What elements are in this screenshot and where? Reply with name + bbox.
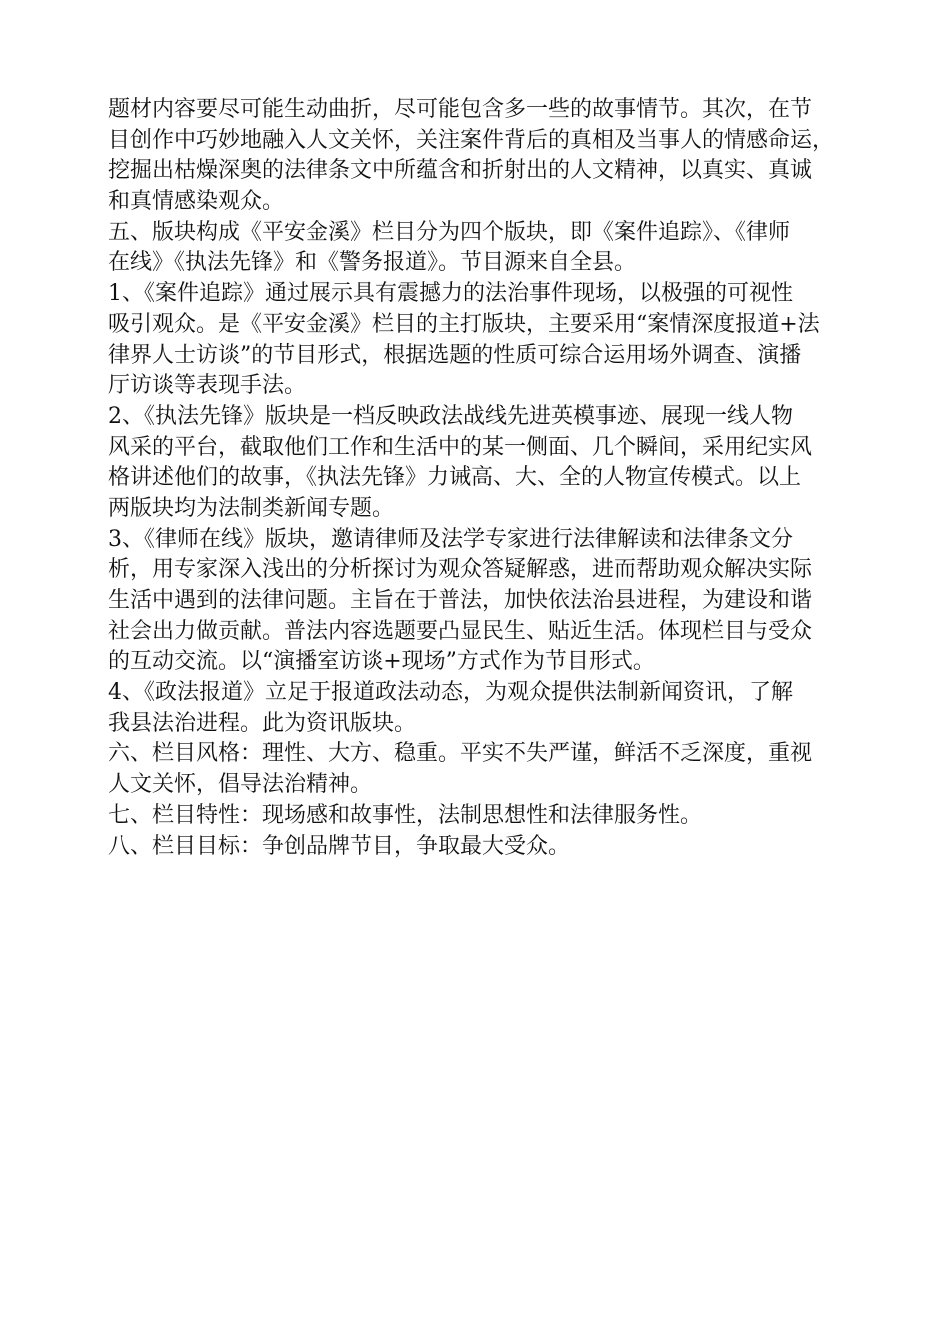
text-line: 和真情感染观众。 [108,189,285,215]
section-heading-line: 五、版块构成《平安金溪》栏目分为四个版块，即《案件追踪》、《律师 [108,219,791,245]
section-heading-line: 六、栏目风格：理性、大方、稳重。平实不失严谨，鲜活不乏深度，重视 [108,741,813,767]
section-heading-line: 七、栏目特性：现场感和故事性，法制思想性和法律服务性。 [108,802,703,828]
text-line: 人文关怀，倡导法治精神。 [108,772,373,798]
text-line: 我县法治进程。此为资讯版块。 [108,710,417,736]
text-line: 风采的平台，截取他们工作和生活中的某一侧面、几个瞬间，采用纪实风 [108,434,813,460]
text-line: 格讲述他们的故事，《执法先锋》力诫高、大、全的人物宣传模式。以上 [108,465,802,491]
text-line: 在线》《执法先锋》和《警务报道》。节目源来自全县。 [108,250,637,276]
text-line: 的互动交流。以“演播室访谈+现场”方式作为节目形式。 [108,649,655,675]
text-line: 吸引观众。是《平安金溪》栏目的主打版块，主要采用“案情深度报道+法 [108,311,820,337]
text-line: 析，用专家深入浅出的分析探讨为观众答疑解惑，进而帮助观众解决实际 [108,557,813,583]
text-line: 律界人士访谈”的节目形式，根据选题的性质可综合运用场外调查、演播 [108,342,802,368]
text-line: 生活中遇到的法律问题。主旨在于普法，加快依法治县进程，为建设和谐 [108,588,813,613]
list-item-line: 4、《政法报道》立足于报道政法动态，为观众提供法制新闻资讯，了解 [108,680,793,706]
text-line: 厅访谈等表现手法。 [108,373,307,399]
list-item-line: 3、《律师在线》版块，邀请律师及法学专家进行法律解读和法律条文分 [108,526,793,552]
text-line: 挖掘出枯燥深奥的法律条文中所蕴含和折射出的人文精神，以真实、真诚 [108,158,813,184]
text-line: 社会出力做贡献。普法内容选题要凸显民生、贴近生活。体现栏目与受众 [108,618,813,644]
document-body [108,95,868,862]
list-item-line: 2、《执法先锋》版块是一档反映政法战线先进英模事迹、展现一线人物 [108,403,793,429]
section-heading-line: 八、栏目目标：争创品牌节目，争取最大受众。 [108,833,571,859]
text-line: 题材内容要尽可能生动曲折，尽可能包含多一些的故事情节。其次，在节 [108,97,813,122]
list-item-line: 1、《案件追踪》通过展示具有震撼力的法治事件现场，以极强的可视性 [108,281,793,307]
text-line: 两版块均为法制类新闻专题。 [108,495,395,521]
text-line: 目创作中巧妙地融入人文关怀，关注案件背后的真相及当事人的情感命运， [108,127,835,153]
